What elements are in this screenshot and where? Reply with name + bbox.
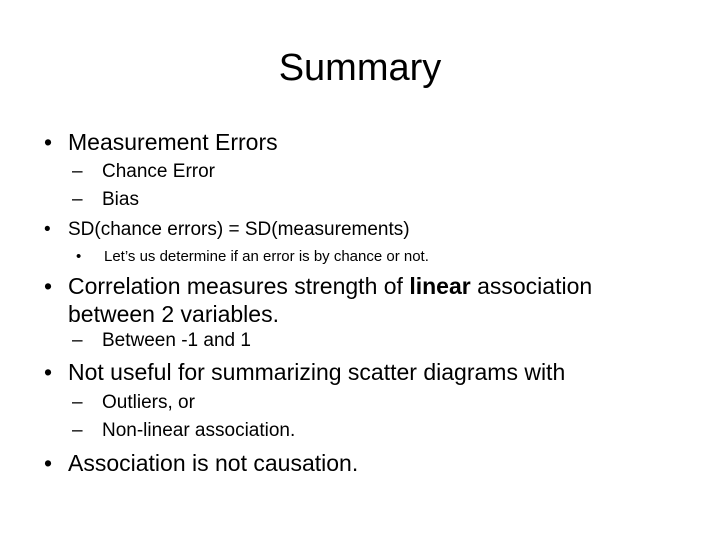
dash-marker: – bbox=[72, 420, 83, 441]
emphasis-linear: linear bbox=[409, 273, 471, 299]
slide-title: Summary bbox=[278, 47, 442, 89]
sub-bullet-text: Between -1 and 1 bbox=[102, 330, 251, 351]
sub-bullet-text: Bias bbox=[102, 189, 139, 210]
bullet-marker: • bbox=[44, 450, 53, 476]
dash-marker: – bbox=[72, 161, 83, 182]
dash-marker: – bbox=[72, 189, 83, 210]
bullet-marker: • bbox=[76, 248, 82, 265]
dash-marker: – bbox=[72, 392, 83, 413]
bullet-text: Not useful for summarizing scatter diagrams with bbox=[68, 359, 566, 385]
bullet-marker: • bbox=[44, 129, 53, 155]
sub-bullet-text: Non-linear association. bbox=[102, 420, 296, 441]
text-segment: Correlation measures strength of bbox=[68, 273, 410, 299]
sub-bullet-text: Let’s us determine if an error is by chance or not. bbox=[104, 248, 429, 265]
bullet-text: Measurement Errors bbox=[68, 129, 278, 155]
bullet-correlation-continued bbox=[68, 300, 279, 328]
bullet-marker: • bbox=[44, 273, 53, 299]
bullet-text bbox=[68, 272, 592, 300]
sub-bullet-text: Outliers, or bbox=[102, 392, 195, 413]
bullet-text: Association is not causation. bbox=[68, 450, 359, 476]
bullet-marker: • bbox=[44, 359, 53, 385]
bullet-marker: • bbox=[44, 219, 51, 240]
text-segment: association bbox=[470, 273, 593, 299]
bullet-text: SD(chance errors) = SD(measurements) bbox=[68, 219, 410, 240]
sub-bullet-text: Chance Error bbox=[102, 161, 215, 182]
dash-marker: – bbox=[72, 330, 83, 351]
bullet-text: between 2 variables. bbox=[68, 301, 279, 327]
